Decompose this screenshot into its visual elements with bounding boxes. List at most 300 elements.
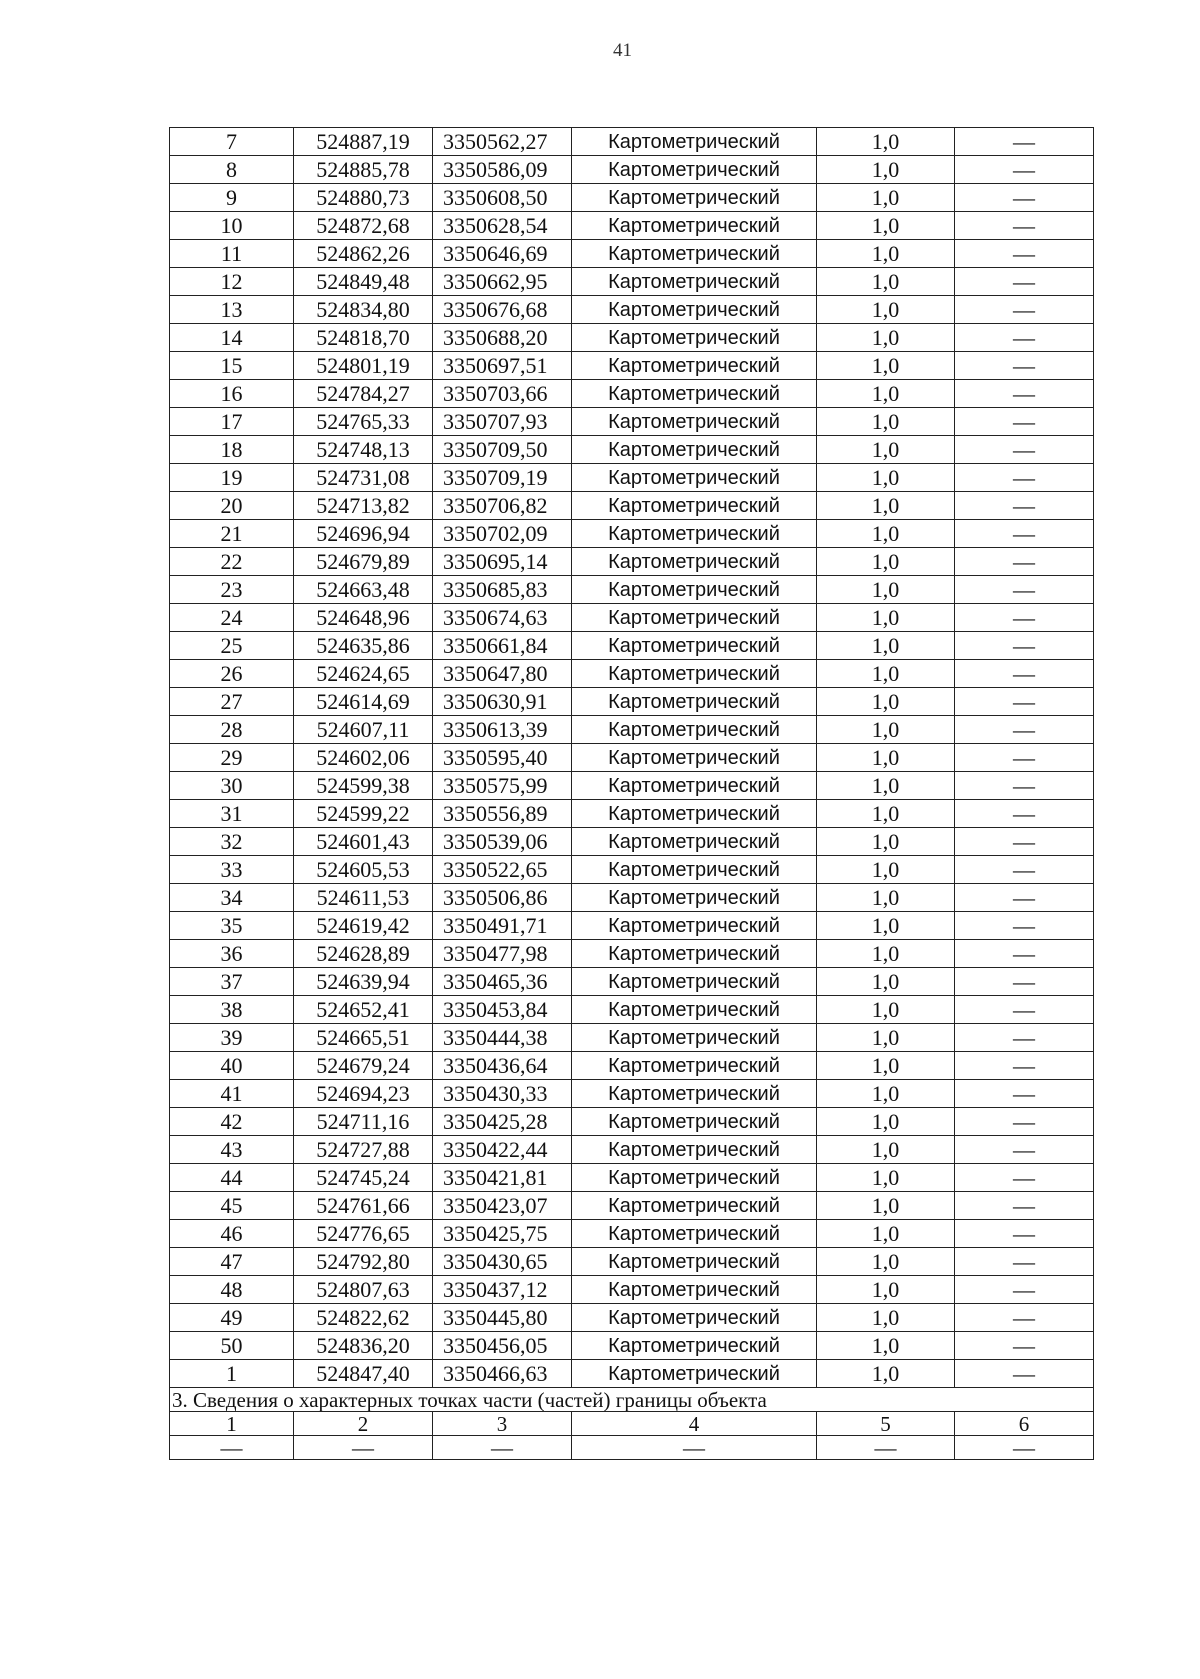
note-cell: — xyxy=(955,940,1094,968)
point-number-cell: 16 xyxy=(170,380,294,408)
y-coordinate-cell: 3350613,39 xyxy=(433,716,572,744)
table-row xyxy=(170,576,1094,604)
y-coordinate-cell: 3350556,89 xyxy=(433,800,572,828)
table-row xyxy=(170,240,1094,268)
y-coordinate-cell: 3350702,09 xyxy=(433,520,572,548)
table-row xyxy=(170,408,1094,436)
accuracy-cell: 1,0 xyxy=(817,716,955,744)
accuracy-cell: 1,0 xyxy=(817,184,955,212)
y-coordinate-cell: 3350421,81 xyxy=(433,1164,572,1192)
x-coordinate-cell: 524849,48 xyxy=(294,268,433,296)
method-cell: Картометрический xyxy=(572,352,817,380)
page-number: 41 xyxy=(613,40,632,61)
note-cell: — xyxy=(955,268,1094,296)
accuracy-cell: 1,0 xyxy=(817,156,955,184)
dash-cell: — xyxy=(817,1436,955,1460)
x-coordinate-cell: 524614,69 xyxy=(294,688,433,716)
point-number-cell: 26 xyxy=(170,660,294,688)
note-cell: — xyxy=(955,296,1094,324)
x-coordinate-cell: 524605,53 xyxy=(294,856,433,884)
y-coordinate-cell: 3350661,84 xyxy=(433,632,572,660)
point-number-cell: 14 xyxy=(170,324,294,352)
point-number-cell: 36 xyxy=(170,940,294,968)
table-row xyxy=(170,296,1094,324)
method-cell: Картометрический xyxy=(572,184,817,212)
accuracy-cell: 1,0 xyxy=(817,856,955,884)
y-coordinate-cell: 3350608,50 xyxy=(433,184,572,212)
header-cell: 1 xyxy=(170,1412,294,1436)
note-cell: — xyxy=(955,1108,1094,1136)
y-coordinate-cell: 3350706,82 xyxy=(433,492,572,520)
accuracy-cell: 1,0 xyxy=(817,324,955,352)
note-cell: — xyxy=(955,408,1094,436)
table-row xyxy=(170,716,1094,744)
accuracy-cell: 1,0 xyxy=(817,688,955,716)
y-coordinate-cell: 3350430,65 xyxy=(433,1248,572,1276)
note-cell: — xyxy=(955,464,1094,492)
method-cell: Картометрический xyxy=(572,604,817,632)
note-cell: — xyxy=(955,436,1094,464)
accuracy-cell: 1,0 xyxy=(817,212,955,240)
note-cell: — xyxy=(955,1220,1094,1248)
section-3-empty-row xyxy=(170,1436,1094,1460)
method-cell: Картометрический xyxy=(572,240,817,268)
y-coordinate-cell: 3350628,54 xyxy=(433,212,572,240)
table-row xyxy=(170,464,1094,492)
table-row xyxy=(170,1220,1094,1248)
header-cell: 5 xyxy=(817,1412,955,1436)
point-number-cell: 34 xyxy=(170,884,294,912)
accuracy-cell: 1,0 xyxy=(817,128,955,156)
accuracy-cell: 1,0 xyxy=(817,408,955,436)
method-cell: Картометрический xyxy=(572,716,817,744)
x-coordinate-cell: 524727,88 xyxy=(294,1136,433,1164)
point-number-cell: 27 xyxy=(170,688,294,716)
method-cell: Картометрический xyxy=(572,1276,817,1304)
y-coordinate-cell: 3350425,28 xyxy=(433,1108,572,1136)
x-coordinate-cell: 524887,19 xyxy=(294,128,433,156)
point-number-cell: 37 xyxy=(170,968,294,996)
section-3-title-row xyxy=(170,1388,1094,1412)
method-cell: Картометрический xyxy=(572,1052,817,1080)
x-coordinate-cell: 524807,63 xyxy=(294,1276,433,1304)
accuracy-cell: 1,0 xyxy=(817,268,955,296)
method-cell: Картометрический xyxy=(572,996,817,1024)
y-coordinate-cell: 3350674,63 xyxy=(433,604,572,632)
x-coordinate-cell: 524862,26 xyxy=(294,240,433,268)
point-number-cell: 20 xyxy=(170,492,294,520)
point-number-cell: 25 xyxy=(170,632,294,660)
method-cell: Картометрический xyxy=(572,660,817,688)
y-coordinate-cell: 3350539,06 xyxy=(433,828,572,856)
accuracy-cell: 1,0 xyxy=(817,1360,955,1388)
table-row xyxy=(170,772,1094,800)
accuracy-cell: 1,0 xyxy=(817,1248,955,1276)
x-coordinate-cell: 524599,38 xyxy=(294,772,433,800)
x-coordinate-cell: 524731,08 xyxy=(294,464,433,492)
method-cell: Картометрический xyxy=(572,1164,817,1192)
x-coordinate-cell: 524607,11 xyxy=(294,716,433,744)
x-coordinate-cell: 524847,40 xyxy=(294,1360,433,1388)
point-number-cell: 1 xyxy=(170,1360,294,1388)
method-cell: Картометрический xyxy=(572,828,817,856)
x-coordinate-cell: 524599,22 xyxy=(294,800,433,828)
method-cell: Картометрический xyxy=(572,436,817,464)
accuracy-cell: 1,0 xyxy=(817,744,955,772)
point-number-cell: 40 xyxy=(170,1052,294,1080)
method-cell: Картометрический xyxy=(572,1136,817,1164)
y-coordinate-cell: 3350709,50 xyxy=(433,436,572,464)
note-cell: — xyxy=(955,184,1094,212)
accuracy-cell: 1,0 xyxy=(817,380,955,408)
x-coordinate-cell: 524872,68 xyxy=(294,212,433,240)
x-coordinate-cell: 524665,51 xyxy=(294,1024,433,1052)
note-cell: — xyxy=(955,1052,1094,1080)
table-row xyxy=(170,1108,1094,1136)
x-coordinate-cell: 524602,06 xyxy=(294,744,433,772)
section-3-body xyxy=(170,1388,1094,1460)
accuracy-cell: 1,0 xyxy=(817,884,955,912)
y-coordinate-cell: 3350506,86 xyxy=(433,884,572,912)
note-cell: — xyxy=(955,520,1094,548)
x-coordinate-cell: 524834,80 xyxy=(294,296,433,324)
y-coordinate-cell: 3350707,93 xyxy=(433,408,572,436)
point-number-cell: 32 xyxy=(170,828,294,856)
point-number-cell: 8 xyxy=(170,156,294,184)
dash-cell: — xyxy=(433,1436,572,1460)
y-coordinate-cell: 3350697,51 xyxy=(433,352,572,380)
y-coordinate-cell: 3350425,75 xyxy=(433,1220,572,1248)
table-row xyxy=(170,156,1094,184)
y-coordinate-cell: 3350522,65 xyxy=(433,856,572,884)
point-number-cell: 10 xyxy=(170,212,294,240)
method-cell: Картометрический xyxy=(572,548,817,576)
y-coordinate-cell: 3350647,80 xyxy=(433,660,572,688)
point-number-cell: 13 xyxy=(170,296,294,324)
y-coordinate-cell: 3350437,12 xyxy=(433,1276,572,1304)
method-cell: Картометрический xyxy=(572,968,817,996)
note-cell: — xyxy=(955,1248,1094,1276)
method-cell: Картометрический xyxy=(572,688,817,716)
method-cell: Картометрический xyxy=(572,520,817,548)
table-row xyxy=(170,660,1094,688)
x-coordinate-cell: 524601,43 xyxy=(294,828,433,856)
header-cell: 4 xyxy=(572,1412,817,1436)
note-cell: — xyxy=(955,128,1094,156)
point-number-cell: 44 xyxy=(170,1164,294,1192)
note-cell: — xyxy=(955,548,1094,576)
table-row xyxy=(170,184,1094,212)
method-cell: Картометрический xyxy=(572,1360,817,1388)
note-cell: — xyxy=(955,968,1094,996)
header-cell: 6 xyxy=(955,1412,1094,1436)
points-table-body xyxy=(170,128,1094,1388)
accuracy-cell: 1,0 xyxy=(817,940,955,968)
point-number-cell: 18 xyxy=(170,436,294,464)
x-coordinate-cell: 524628,89 xyxy=(294,940,433,968)
table-row xyxy=(170,996,1094,1024)
method-cell: Картометрический xyxy=(572,1332,817,1360)
point-number-cell: 12 xyxy=(170,268,294,296)
table-row xyxy=(170,912,1094,940)
note-cell: — xyxy=(955,1276,1094,1304)
x-coordinate-cell: 524801,19 xyxy=(294,352,433,380)
x-coordinate-cell: 524635,86 xyxy=(294,632,433,660)
accuracy-cell: 1,0 xyxy=(817,828,955,856)
table-row xyxy=(170,436,1094,464)
method-cell: Картометрический xyxy=(572,772,817,800)
point-number-cell: 31 xyxy=(170,800,294,828)
x-coordinate-cell: 524880,73 xyxy=(294,184,433,212)
method-cell: Картометрический xyxy=(572,212,817,240)
table-row xyxy=(170,1304,1094,1332)
method-cell: Картометрический xyxy=(572,744,817,772)
point-number-cell: 15 xyxy=(170,352,294,380)
x-coordinate-cell: 524679,89 xyxy=(294,548,433,576)
table-row xyxy=(170,520,1094,548)
method-cell: Картометрический xyxy=(572,1108,817,1136)
accuracy-cell: 1,0 xyxy=(817,296,955,324)
note-cell: — xyxy=(955,604,1094,632)
note-cell: — xyxy=(955,800,1094,828)
y-coordinate-cell: 3350456,05 xyxy=(433,1332,572,1360)
note-cell: — xyxy=(955,1360,1094,1388)
dash-cell: — xyxy=(294,1436,433,1460)
y-coordinate-cell: 3350685,83 xyxy=(433,576,572,604)
table-row xyxy=(170,1248,1094,1276)
point-number-cell: 7 xyxy=(170,128,294,156)
note-cell: — xyxy=(955,380,1094,408)
table-row xyxy=(170,1192,1094,1220)
method-cell: Картометрический xyxy=(572,324,817,352)
y-coordinate-cell: 3350662,95 xyxy=(433,268,572,296)
accuracy-cell: 1,0 xyxy=(817,604,955,632)
table-row xyxy=(170,1136,1094,1164)
x-coordinate-cell: 524639,94 xyxy=(294,968,433,996)
point-number-cell: 38 xyxy=(170,996,294,1024)
point-number-cell: 48 xyxy=(170,1276,294,1304)
table-row xyxy=(170,548,1094,576)
method-cell: Картометрический xyxy=(572,884,817,912)
x-coordinate-cell: 524619,42 xyxy=(294,912,433,940)
note-cell: — xyxy=(955,884,1094,912)
point-number-cell: 9 xyxy=(170,184,294,212)
accuracy-cell: 1,0 xyxy=(817,352,955,380)
y-coordinate-cell: 3350436,64 xyxy=(433,1052,572,1080)
dash-cell: — xyxy=(170,1436,294,1460)
accuracy-cell: 1,0 xyxy=(817,1220,955,1248)
table-row xyxy=(170,632,1094,660)
y-coordinate-cell: 3350423,07 xyxy=(433,1192,572,1220)
y-coordinate-cell: 3350445,80 xyxy=(433,1304,572,1332)
y-coordinate-cell: 3350703,66 xyxy=(433,380,572,408)
note-cell: — xyxy=(955,660,1094,688)
y-coordinate-cell: 3350422,44 xyxy=(433,1136,572,1164)
method-cell: Картометрический xyxy=(572,1080,817,1108)
y-coordinate-cell: 3350466,63 xyxy=(433,1360,572,1388)
method-cell: Картометрический xyxy=(572,492,817,520)
note-cell: — xyxy=(955,1332,1094,1360)
x-coordinate-cell: 524624,65 xyxy=(294,660,433,688)
note-cell: — xyxy=(955,492,1094,520)
method-cell: Картометрический xyxy=(572,576,817,604)
table-row xyxy=(170,968,1094,996)
y-coordinate-cell: 3350676,68 xyxy=(433,296,572,324)
note-cell: — xyxy=(955,912,1094,940)
accuracy-cell: 1,0 xyxy=(817,1052,955,1080)
note-cell: — xyxy=(955,1192,1094,1220)
x-coordinate-cell: 524836,20 xyxy=(294,1332,433,1360)
y-coordinate-cell: 3350688,20 xyxy=(433,324,572,352)
table-row xyxy=(170,1332,1094,1360)
note-cell: — xyxy=(955,352,1094,380)
point-number-cell: 30 xyxy=(170,772,294,800)
y-coordinate-cell: 3350465,36 xyxy=(433,968,572,996)
point-number-cell: 17 xyxy=(170,408,294,436)
point-number-cell: 28 xyxy=(170,716,294,744)
y-coordinate-cell: 3350695,14 xyxy=(433,548,572,576)
accuracy-cell: 1,0 xyxy=(817,1192,955,1220)
note-cell: — xyxy=(955,1164,1094,1192)
method-cell: Картометрический xyxy=(572,940,817,968)
y-coordinate-cell: 3350646,69 xyxy=(433,240,572,268)
y-coordinate-cell: 3350491,71 xyxy=(433,912,572,940)
table-row xyxy=(170,940,1094,968)
note-cell: — xyxy=(955,156,1094,184)
method-cell: Картометрический xyxy=(572,800,817,828)
point-number-cell: 45 xyxy=(170,1192,294,1220)
note-cell: — xyxy=(955,828,1094,856)
y-coordinate-cell: 3350586,09 xyxy=(433,156,572,184)
accuracy-cell: 1,0 xyxy=(817,1108,955,1136)
method-cell: Картометрический xyxy=(572,296,817,324)
x-coordinate-cell: 524792,80 xyxy=(294,1248,433,1276)
dash-cell: — xyxy=(955,1436,1094,1460)
x-coordinate-cell: 524694,23 xyxy=(294,1080,433,1108)
x-coordinate-cell: 524713,82 xyxy=(294,492,433,520)
method-cell: Картометрический xyxy=(572,1248,817,1276)
note-cell: — xyxy=(955,576,1094,604)
x-coordinate-cell: 524761,66 xyxy=(294,1192,433,1220)
note-cell: — xyxy=(955,240,1094,268)
y-coordinate-cell: 3350709,19 xyxy=(433,464,572,492)
point-number-cell: 43 xyxy=(170,1136,294,1164)
accuracy-cell: 1,0 xyxy=(817,800,955,828)
point-number-cell: 49 xyxy=(170,1304,294,1332)
y-coordinate-cell: 3350562,27 xyxy=(433,128,572,156)
point-number-cell: 35 xyxy=(170,912,294,940)
x-coordinate-cell: 524885,78 xyxy=(294,156,433,184)
note-cell: — xyxy=(955,856,1094,884)
accuracy-cell: 1,0 xyxy=(817,1136,955,1164)
section-3-title: 3. Сведения о характерных точках части (частей) границы объекта xyxy=(170,1388,1094,1412)
x-coordinate-cell: 524745,24 xyxy=(294,1164,433,1192)
table-row xyxy=(170,856,1094,884)
table-row xyxy=(170,492,1094,520)
accuracy-cell: 1,0 xyxy=(817,464,955,492)
note-cell: — xyxy=(955,996,1094,1024)
accuracy-cell: 1,0 xyxy=(817,548,955,576)
table-row xyxy=(170,688,1094,716)
table-row xyxy=(170,128,1094,156)
x-coordinate-cell: 524679,24 xyxy=(294,1052,433,1080)
accuracy-cell: 1,0 xyxy=(817,1276,955,1304)
table-row xyxy=(170,212,1094,240)
accuracy-cell: 1,0 xyxy=(817,912,955,940)
x-coordinate-cell: 524784,27 xyxy=(294,380,433,408)
x-coordinate-cell: 524711,16 xyxy=(294,1108,433,1136)
x-coordinate-cell: 524748,13 xyxy=(294,436,433,464)
accuracy-cell: 1,0 xyxy=(817,772,955,800)
table-row xyxy=(170,800,1094,828)
y-coordinate-cell: 3350595,40 xyxy=(433,744,572,772)
x-coordinate-cell: 524776,65 xyxy=(294,1220,433,1248)
accuracy-cell: 1,0 xyxy=(817,632,955,660)
y-coordinate-cell: 3350630,91 xyxy=(433,688,572,716)
note-cell: — xyxy=(955,1136,1094,1164)
note-cell: — xyxy=(955,1024,1094,1052)
table-row xyxy=(170,380,1094,408)
section-3-header-row xyxy=(170,1412,1094,1436)
x-coordinate-cell: 524696,94 xyxy=(294,520,433,548)
method-cell: Картометрический xyxy=(572,268,817,296)
accuracy-cell: 1,0 xyxy=(817,520,955,548)
table-row xyxy=(170,268,1094,296)
point-number-cell: 24 xyxy=(170,604,294,632)
point-number-cell: 22 xyxy=(170,548,294,576)
point-number-cell: 50 xyxy=(170,1332,294,1360)
x-coordinate-cell: 524648,96 xyxy=(294,604,433,632)
point-number-cell: 23 xyxy=(170,576,294,604)
method-cell: Картометрический xyxy=(572,380,817,408)
point-number-cell: 46 xyxy=(170,1220,294,1248)
table-row xyxy=(170,744,1094,772)
y-coordinate-cell: 3350430,33 xyxy=(433,1080,572,1108)
method-cell: Картометрический xyxy=(572,156,817,184)
accuracy-cell: 1,0 xyxy=(817,576,955,604)
table-row xyxy=(170,324,1094,352)
note-cell: — xyxy=(955,716,1094,744)
table-row xyxy=(170,604,1094,632)
point-number-cell: 11 xyxy=(170,240,294,268)
accuracy-cell: 1,0 xyxy=(817,968,955,996)
x-coordinate-cell: 524663,48 xyxy=(294,576,433,604)
note-cell: — xyxy=(955,1304,1094,1332)
accuracy-cell: 1,0 xyxy=(817,1024,955,1052)
accuracy-cell: 1,0 xyxy=(817,1304,955,1332)
point-number-cell: 19 xyxy=(170,464,294,492)
table-row xyxy=(170,1164,1094,1192)
note-cell: — xyxy=(955,1080,1094,1108)
method-cell: Картометрический xyxy=(572,1192,817,1220)
table-row xyxy=(170,828,1094,856)
x-coordinate-cell: 524611,53 xyxy=(294,884,433,912)
x-coordinate-cell: 524765,33 xyxy=(294,408,433,436)
x-coordinate-cell: 524652,41 xyxy=(294,996,433,1024)
y-coordinate-cell: 3350477,98 xyxy=(433,940,572,968)
table-row xyxy=(170,1276,1094,1304)
table-row xyxy=(170,884,1094,912)
method-cell: Картометрический xyxy=(572,1304,817,1332)
note-cell: — xyxy=(955,744,1094,772)
point-number-cell: 47 xyxy=(170,1248,294,1276)
method-cell: Картометрический xyxy=(572,128,817,156)
method-cell: Картометрический xyxy=(572,632,817,660)
header-cell: 3 xyxy=(433,1412,572,1436)
note-cell: — xyxy=(955,324,1094,352)
accuracy-cell: 1,0 xyxy=(817,240,955,268)
accuracy-cell: 1,0 xyxy=(817,1332,955,1360)
